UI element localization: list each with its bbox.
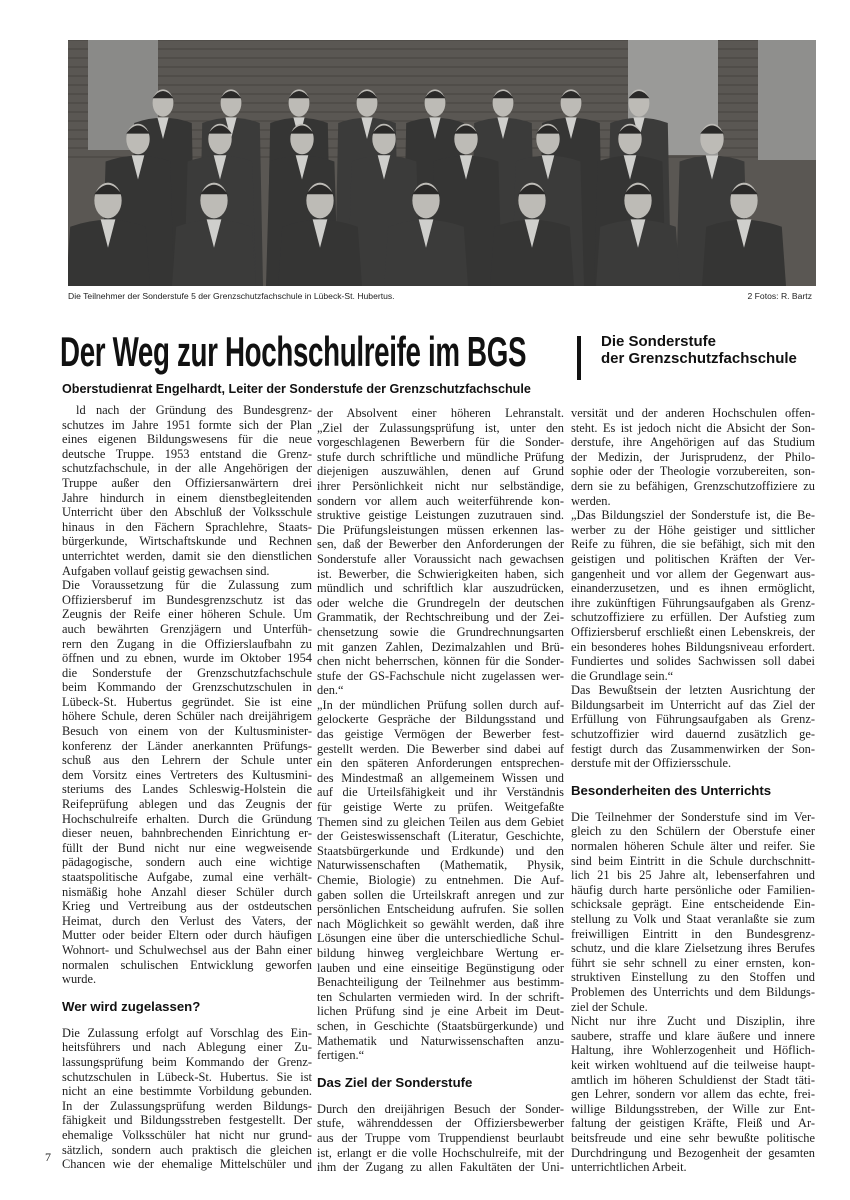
text-line: normalen schulischen Entwicklung geworfen bbox=[62, 957, 312, 972]
text-line: sind beim Eintritt in die Schule durchschnitt- bbox=[571, 853, 815, 868]
text-line: ist. Bewerber, die Schwierigkeiten haben, sich bbox=[317, 566, 564, 581]
text-column-2 bbox=[317, 406, 564, 1175]
text-line: die Sonderstufe der Grenzschutzfachschule bbox=[62, 665, 312, 680]
text-line: Offiziersberuf im Bundesgrenzschutz ist das bbox=[62, 592, 312, 607]
text-line: keit wirken wohltuend auf die teilweise haupt- bbox=[571, 1057, 815, 1072]
text-line: lich 21 bis 25 Jahre alt, lebenserfahren und bbox=[571, 868, 815, 883]
window bbox=[758, 40, 816, 160]
text-line: Durchdringung und Bezogenheit der gesamten bbox=[571, 1145, 815, 1160]
text-line: amtlich im höheren Schuldienst der Stadt täti- bbox=[571, 1072, 815, 1087]
subtitle-line: der Grenzschutzfachschule bbox=[601, 350, 797, 367]
text-line: fähigkeit und Bildungsstreben festgestellt. Der bbox=[62, 1113, 312, 1128]
text-line: sondern vor allem auch weiterführende kon- bbox=[317, 493, 564, 508]
text-line: sen, daß der Bewerber den Anforderungen der bbox=[317, 537, 564, 552]
text-line: chen nicht beherrschen, können für die Sonder- bbox=[317, 654, 564, 669]
text-line: schuß aus den Lehrern der Schule unter bbox=[62, 753, 312, 768]
text-line: der Absolvent einer höheren Lehranstalt. bbox=[317, 406, 564, 420]
paragraph bbox=[62, 403, 312, 578]
text-line: Zeugnis der Reife einer höheren Schule. Um bbox=[62, 607, 312, 622]
text-line: Krieg und Vertreibung aus der ostdeutschen bbox=[62, 899, 312, 914]
text-line: für geistige Werte zu prüfen. Weitgefaßte bbox=[317, 800, 564, 815]
text-line: nismäßig hohe Anzahl dieser Schüler durch bbox=[62, 884, 312, 899]
text-line: dieser neuen, bahnbrechenden Einrichtung er- bbox=[62, 826, 312, 841]
text-line: ld nach der Gründung des Bundesgrenz- bbox=[76, 403, 312, 417]
text-line: „In der mündlichen Prüfung sollen durch auf- bbox=[317, 697, 564, 712]
text-line: Staatsbürgerkunde und Erdkunde) und den bbox=[317, 843, 564, 858]
paragraph bbox=[317, 421, 564, 698]
photo-caption: Die Teilnehmer der Sonderstufe 5 der Grenzschutzfachschule in Lübeck-St. Hubertus. bbox=[68, 291, 395, 301]
text-line: schutzoffizier wird dauernd zusätzlich ge- bbox=[571, 727, 815, 742]
text-line: willige Bildungsstreben, der Wille zur Ent- bbox=[571, 1101, 815, 1116]
text-line: Offiziersberuf erschließt einen Lebenskreis, der bbox=[571, 624, 815, 639]
text-line: faltung der geistigen Kräfte, Fleiß und Ar- bbox=[571, 1116, 815, 1131]
page-number: 7 bbox=[45, 1150, 51, 1164]
text-line: persönlichen Entscheidung aufrufen. Sie sollen bbox=[317, 902, 564, 917]
section-heading: Wer wird zugelassen? bbox=[62, 998, 201, 1014]
text-line: öffnen und zu ebnen, wurde im Oktober 1954 bbox=[62, 651, 312, 666]
paragraph bbox=[571, 406, 815, 508]
text-line: konferenz der Länder anerkannten Prüfungs- bbox=[62, 738, 312, 753]
text-line: schen, in Geschichte (Staatsbürgerkunde) und bbox=[317, 1018, 564, 1033]
text-line: Grammatik, der Rechtschreibung und der Zei- bbox=[317, 610, 564, 625]
text-line: versität und der anderen Hochschulen offen- bbox=[571, 406, 815, 420]
text-line: mit ganzen Zahlen, Dezimalzahlen und Brü- bbox=[317, 639, 564, 654]
paragraph bbox=[317, 698, 564, 1063]
text-line: unterrichtlichen Arbeit. bbox=[571, 1160, 687, 1175]
subtitle-line: Die Sonderstufe bbox=[601, 333, 717, 350]
text-line: ihrer Persönlichkeit nicht nur selbständige, bbox=[317, 478, 564, 493]
text-line: Besuch von einem von der Kultusminister- bbox=[62, 724, 312, 739]
paragraph bbox=[571, 810, 815, 1014]
paragraph bbox=[62, 578, 312, 987]
text-line: gestellt werden. Die Bewerber sind dabei auf bbox=[317, 741, 564, 756]
text-line: bürgerkunde, Wirtschaftskunde und Rechnen bbox=[62, 534, 312, 549]
text-line: stufe, währenddessen der Offiziersbewerber bbox=[317, 1116, 564, 1131]
text-line: schutzoffiziere zu erfüllen. Der Aufstieg zum bbox=[571, 610, 815, 625]
text-line: freiwilligen Eintritt in den Bundesgrenz- bbox=[571, 926, 815, 941]
paragraph bbox=[571, 683, 815, 771]
article-title: Der Weg zur Hochschulreife im BGS bbox=[60, 328, 527, 375]
text-line: lichen Prüfung sind je eine Arbeit im Deut- bbox=[317, 1004, 564, 1019]
text-line: Sonderstufe aller Voraussicht nach gewachsen bbox=[317, 551, 564, 566]
text-line: die Grundlage sein.“ bbox=[571, 668, 674, 683]
text-line: „Das Bildungsziel der Sonderstufe ist, die Be- bbox=[571, 508, 815, 523]
text-column-3 bbox=[571, 406, 815, 1175]
text-line: Die Prüfungsleistungen müssen erkennen las- bbox=[317, 522, 564, 537]
text-line: saubere, straffe und klare äußere und innere bbox=[571, 1028, 815, 1043]
text-line: deutsche Truppe. 1953 entstand die Grenz- bbox=[62, 446, 312, 461]
text-line: Die Teilnehmer der Sonderstufe sind im Ver- bbox=[571, 809, 815, 824]
text-line: Das Bewußtsein der letzten Ausrichtung der bbox=[571, 683, 815, 698]
text-line: Fundiertes und solides Sachwissen soll dabei bbox=[571, 654, 815, 669]
text-line: derstufe mit der Offiziersschule. bbox=[571, 756, 732, 771]
text-line: des Mindestmaß an allgemeinem Wissen und bbox=[317, 770, 564, 785]
text-line: Lösungen eine über die unterschiedliche Schul- bbox=[317, 931, 564, 946]
photo-credit: 2 Fotos: R. Bartz bbox=[747, 291, 812, 301]
text-line: das geistige Vermögen der Bewerber fest- bbox=[317, 727, 564, 742]
text-line: struktiven Einstellung zu den Stoffen und bbox=[571, 970, 815, 985]
text-line: oder welche die Grundregeln der deutschen bbox=[317, 595, 564, 610]
text-line: stufe durch schriftliche und mündliche Prüfung bbox=[317, 449, 564, 464]
text-line: werden. bbox=[571, 493, 611, 508]
text-line: ziel der Schule. bbox=[571, 999, 648, 1014]
text-line: Erfüllung von Führungsaufgaben als Grenz- bbox=[571, 712, 815, 727]
text-column-1 bbox=[62, 403, 312, 1172]
section-heading: Besonderheiten des Unterrichts bbox=[571, 782, 772, 798]
text-line: Jahre hindurch in einem dienstbegleitenden bbox=[62, 490, 312, 505]
text-line: gelockerte Gespräche der Bildungsstand und bbox=[317, 712, 564, 727]
text-line: mündlich und schriftlich klar auszudrücken, bbox=[317, 581, 564, 596]
text-line: schutzschulen in Lübeck-St. Hubertus. Sie ist bbox=[62, 1069, 312, 1084]
text-line: schutz, und die klare Zielsetzung ihres Berufes bbox=[571, 941, 815, 956]
text-line: Nicht nur ihre Zucht und Disziplin, ihre bbox=[571, 1014, 815, 1029]
text-line: Mutter oder beider Eltern oder durch häufigen bbox=[62, 928, 312, 943]
text-line: staatspolitische Aufgabe, zumal eine verhält- bbox=[62, 870, 312, 884]
text-line: Durch den dreijährigen Besuch der Sonder- bbox=[317, 1101, 564, 1116]
paragraph bbox=[317, 1102, 564, 1175]
text-line: führt sie sehr schnell zu einer ernsten, kon- bbox=[571, 955, 815, 970]
text-line: einanderzusetzen, und es ihnen ermöglicht, bbox=[571, 581, 815, 596]
text-line: beim Kommando der Grenzschutzschulen in bbox=[62, 680, 312, 695]
text-line: ein besonderes hohes Bildungsniveau erfordert. bbox=[571, 639, 815, 654]
text-line: steht. Es ist jedoch nicht die Absicht der Son- bbox=[571, 420, 815, 435]
text-line: Reifeprüfung ablegen und das Zeugnis der bbox=[62, 797, 312, 812]
paragraph bbox=[62, 1026, 312, 1172]
text-line: schutzfachschule, in der alle Angehörigen der bbox=[62, 461, 312, 476]
text-line: fertigen.“ bbox=[317, 1048, 365, 1063]
paragraph bbox=[571, 508, 815, 683]
text-line: nach Möglichkeit so gewählt werden, daß ihre bbox=[317, 916, 564, 931]
text-line: sophie oder der Theologie vorzubereiten, son- bbox=[571, 464, 815, 479]
text-line: ihre zukünftigen Führungsaufgaben als Grenz- bbox=[571, 595, 815, 610]
text-line: Unterricht über den Abschluß der Volksschule bbox=[62, 505, 312, 520]
text-line: Lübeck-St. Hubertus gegründet. Sie ist eine bbox=[62, 694, 312, 709]
text-line: Die Voraussetzung für die Zulassung zum bbox=[62, 578, 312, 593]
text-line: Benachteiligung der Teilnehmer aus bestimm- bbox=[317, 975, 564, 990]
group-photo bbox=[68, 40, 816, 286]
text-line: rern den Zugang in die Offizierslaufbahn zu bbox=[62, 636, 312, 651]
text-line: ist, erlangt er die volle Hochschulreife, mit der bbox=[317, 1145, 564, 1160]
text-line: ihm der Zugang zu allen Fakultäten der Uni- bbox=[317, 1160, 564, 1175]
text-line: normalen höheren Schule älter und reifer. Sie bbox=[571, 839, 815, 854]
text-line: bildung hinweg vergleichbare Wertung er- bbox=[317, 945, 564, 960]
section-heading: Das Ziel der Sonderstufe bbox=[317, 1074, 473, 1090]
text-line: Hochschulreife erhalten. Durch die Gründung bbox=[62, 811, 312, 826]
text-line: Bildungsarbeit im Unterricht auf das Ziel der bbox=[571, 697, 815, 712]
text-line: lassungsprüfung beim Kommando der Grenz- bbox=[62, 1054, 312, 1069]
text-line: stufe der GS-Fachschule nicht zugelassen wer- bbox=[317, 668, 564, 683]
text-line: gleich zu den Schülern der Oberstufe einer bbox=[571, 824, 815, 839]
text-line: Reife zu führen, die sie befähigt, sich mit den bbox=[571, 537, 815, 552]
text-line: Wohnort- und Schulwechsel aus der Bahn einer bbox=[62, 942, 312, 957]
text-line: lauben und eine einseitige Begünstigung oder bbox=[317, 960, 564, 975]
text-line: derstufe, ihre Angehörigen auf das Studium bbox=[571, 435, 815, 450]
text-line: auch bewährten Grenzjägern und Unterfüh- bbox=[62, 621, 312, 636]
title-divider bbox=[577, 336, 581, 380]
text-line: diejenigen auszuwählen, denen auf Grund bbox=[317, 464, 564, 479]
text-line: Mathematik und Naturwissenschaften anzu- bbox=[317, 1033, 564, 1048]
text-line: vorgeschlagenen Bewerbern für die Sonder- bbox=[317, 435, 564, 450]
text-line: dern sie zu befähigen, Grenzschutzoffiziere zu bbox=[571, 478, 815, 493]
text-line: Problemen des Unterrichts und dem Bildungs- bbox=[571, 984, 815, 999]
text-line: beitsfreude und eine sehr bewußte politische bbox=[571, 1130, 815, 1145]
text-line: wurde. bbox=[62, 972, 97, 987]
text-line: steriums des Landes Schleswig-Holstein die bbox=[62, 782, 312, 797]
text-line: werber zu der Höhe geistiger und sittlicher bbox=[571, 522, 815, 537]
text-line: Naturwissenschaften (Mathematik, Physik, bbox=[317, 858, 564, 873]
text-line: der Medizin, der Jurisprudenz, der Philo- bbox=[571, 449, 815, 464]
text-line: den.“ bbox=[317, 683, 344, 698]
text-line: heitsführers und nach Ablegung einer Zu- bbox=[62, 1040, 312, 1055]
text-line: Truppe außer den Offiziersanwärtern drei bbox=[62, 475, 312, 490]
text-line: „Ziel der Zulassungsprüfung ist, unter den bbox=[317, 420, 564, 435]
text-line: höhere Schule, deren Schüler nach dreijährigem bbox=[62, 709, 312, 724]
text-line: Die Zulassung erfolgt auf Vorschlag des Ein- bbox=[62, 1025, 312, 1040]
text-line: Haltung, ihre Wohlerzogenheit und Höflich- bbox=[571, 1043, 815, 1058]
text-line: Chancen wie der ehemalige Mittelschüler und bbox=[62, 1157, 312, 1172]
text-line: der Geisteswissenschaft (Literatur, Geschichte, bbox=[317, 829, 564, 844]
text-line: pädagogische, sondern auch eine wichtige bbox=[62, 855, 312, 870]
text-line: festigt durch das Zusammenwirken der Son- bbox=[571, 741, 815, 756]
text-line: füllt der Bund nicht nur eine wegweisende bbox=[62, 840, 312, 855]
text-line: ehemalige Volksschüler hat nicht nur grund- bbox=[62, 1127, 312, 1142]
text-line: ein den späteren Anforderungen entsprechen- bbox=[317, 756, 564, 771]
text-line: häufig durch harte persönliche oder Familien- bbox=[571, 882, 815, 897]
byline: Oberstudienrat Engelhardt, Leiter der Sonderstufe der Grenzschutzfachschule bbox=[62, 382, 531, 396]
text-line: gen Lehrer, sondern vor allem das echte, frei- bbox=[571, 1087, 815, 1102]
text-line: chensetzung sowie die Grundrechnungsarten bbox=[317, 624, 564, 639]
text-line: gaben sollen die Urteilskraft anregen und zur bbox=[317, 887, 564, 902]
text-line: schicksale geprägt. Eine entscheidende Ein- bbox=[571, 897, 815, 912]
text-line: struktive geistige Leistungen zuzutrauen sind. bbox=[317, 508, 564, 523]
text-line: In der Zulassungsprüfung werden Bildungs- bbox=[62, 1098, 312, 1113]
text-line: ten Schularten vermieden wird. In der schrift- bbox=[317, 989, 564, 1004]
text-line: eines eigenen Bildungswesens für die neue bbox=[62, 432, 312, 447]
paragraph bbox=[571, 1014, 815, 1175]
text-line: aus der Truppe vom Truppendienst beurlaubt bbox=[317, 1130, 564, 1145]
text-line: auf die Urteilsfähigkeit und ihr Verständnis bbox=[317, 785, 564, 800]
text-line: Themen sind zu gleichen Teilen aus dem Gebiet bbox=[317, 814, 564, 829]
text-line: sätzlich, sondern auch praktisch die gleichen bbox=[62, 1142, 312, 1157]
text-line: hinaus in den Fächern Sprachlehre, Staats- bbox=[62, 519, 312, 534]
text-line: schutzes im Jahre 1951 formte sich der Plan bbox=[62, 417, 312, 432]
text-line: unterrichtet werden, damit sie den dienstlichen bbox=[62, 548, 312, 563]
text-line: Aufgaben vollauf geistig gewachsen sind. bbox=[62, 563, 270, 578]
article-subtitle bbox=[601, 333, 797, 367]
text-line: geistigen und politischen Kräften der Ver- bbox=[571, 551, 815, 566]
text-line: stellung zu Volk und Staat veranlaßte sie zum bbox=[571, 912, 815, 926]
text-line: dem Vorsitz eines Vertreters des Kultusmini- bbox=[62, 767, 312, 782]
text-line: Heimat, durch den Verlust des Vaters, der bbox=[62, 913, 312, 928]
text-line: Chemie, Biologie) zu entnehmen. Die Auf- bbox=[317, 873, 564, 887]
text-line: gangenheit und vor allem der Gegenwart aus- bbox=[571, 566, 815, 581]
paragraph bbox=[317, 406, 564, 421]
text-line: nicht an eine bestimmte Vorbildung gebunden. bbox=[62, 1084, 312, 1099]
